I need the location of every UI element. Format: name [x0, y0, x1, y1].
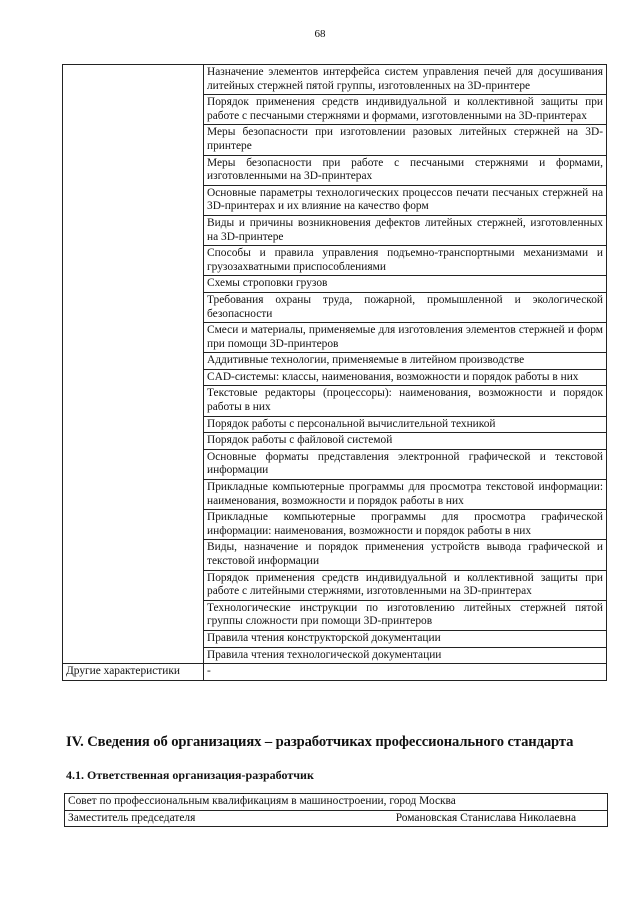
- knowledge-item: Виды, назначение и порядок применения устройств вывода графической и текстовой информации: [204, 540, 607, 570]
- knowledge-item: Текстовые редакторы (процессоры): наименования, возможности и порядок работы в них: [204, 386, 607, 416]
- knowledge-table: [62, 64, 607, 681]
- knowledge-item: Виды и причины возникновения дефектов литейных стержней, изготовленных на 3D-принтере: [204, 215, 607, 245]
- other-characteristics-label: Другие характеристики: [63, 664, 204, 681]
- knowledge-item: Аддитивные технологии, применяемые в литейном производстве: [204, 353, 607, 370]
- other-characteristics-row: [63, 664, 607, 681]
- knowledge-item: Правила чтения технологической документации: [204, 647, 607, 664]
- organization-signatory-cell: [65, 810, 608, 827]
- knowledge-item: Меры безопасности при работе с песчаными стержнями и формами, изготовленными на 3D-принтерах: [204, 155, 607, 185]
- knowledge-item: Требования охраны труда, пожарной, промышленной и экологической безопасности: [204, 292, 607, 322]
- knowledge-item: Прикладные компьютерные программы для просмотра текстовой информации: наименования, возможности и порядок работы в них: [204, 480, 607, 510]
- section-title: IV. Сведения об организациях – разработчиках профессионального стандарта: [66, 734, 574, 750]
- page-number: 68: [314, 28, 326, 40]
- knowledge-item: Порядок применения средств индивидуальной и коллективной защиты при работе с литейными стержнями, изготовленными на 3D-принтерах: [204, 570, 607, 600]
- knowledge-item: Прикладные компьютерные программы для просмотра графической информации: наименования, возможности и порядок работы в них: [204, 510, 607, 540]
- knowledge-item: Меры безопасности при изготовлении разовых литейных стержней на 3D-принтере: [204, 125, 607, 155]
- knowledge-item: Правила чтения конструкторской документации: [204, 630, 607, 647]
- knowledge-item: Смеси и материалы, применяемые для изготовления элементов стержней и форм при помощи 3D-принтеров: [204, 323, 607, 353]
- organization-signatory-row: [65, 810, 608, 827]
- organization-name-row: [65, 794, 608, 811]
- knowledge-item: Порядок применения средств индивидуальной и коллективной защиты при работе с песчаными стержнями и формами, изготовленными на 3D-принтерах: [204, 95, 607, 125]
- knowledge-item: Технологические инструкции по изготовлению литейных стержней пятой группы сложности при помощи 3D-принтеров: [204, 600, 607, 630]
- knowledge-item: Способы и правила управления подъемно-транспортными механизмами и грузозахватными приспособлениями: [204, 246, 607, 276]
- knowledge-item: Назначение элементов интерфейса систем управления печей для досушивания литейных стержней пятой группы, изготовленных на 3D-принтере: [204, 65, 607, 95]
- subsection-title: 4.1. Ответственная организация-разработчик: [66, 768, 314, 782]
- knowledge-item: Основные форматы представления электронной графической и текстовой информации: [204, 449, 607, 479]
- knowledge-item: Порядок работы с персональной вычислительной техникой: [204, 416, 607, 433]
- signatory-position: Заместитель председателя: [68, 811, 196, 824]
- knowledge-item: Схемы строповки грузов: [204, 276, 607, 293]
- other-characteristics-value: -: [204, 664, 607, 681]
- signatory-name: Романовская Станислава Николаевна: [395, 811, 576, 824]
- knowledge-table-body: [63, 65, 607, 664]
- knowledge-item: Порядок работы с файловой системой: [204, 433, 607, 450]
- knowledge-label-cell: [63, 65, 204, 664]
- knowledge-item: CAD-системы: классы, наименования, возможности и порядок работы в них: [204, 369, 607, 386]
- knowledge-item: Основные параметры технологических процессов печати песчаных стержней на 3D-принтерах и их влияние на качество форм: [204, 185, 607, 215]
- knowledge-row: [63, 65, 607, 95]
- organization-table: [64, 793, 608, 827]
- organization-name: Совет по профессиональным квалификациям в машиностроении, город Москва: [65, 794, 608, 811]
